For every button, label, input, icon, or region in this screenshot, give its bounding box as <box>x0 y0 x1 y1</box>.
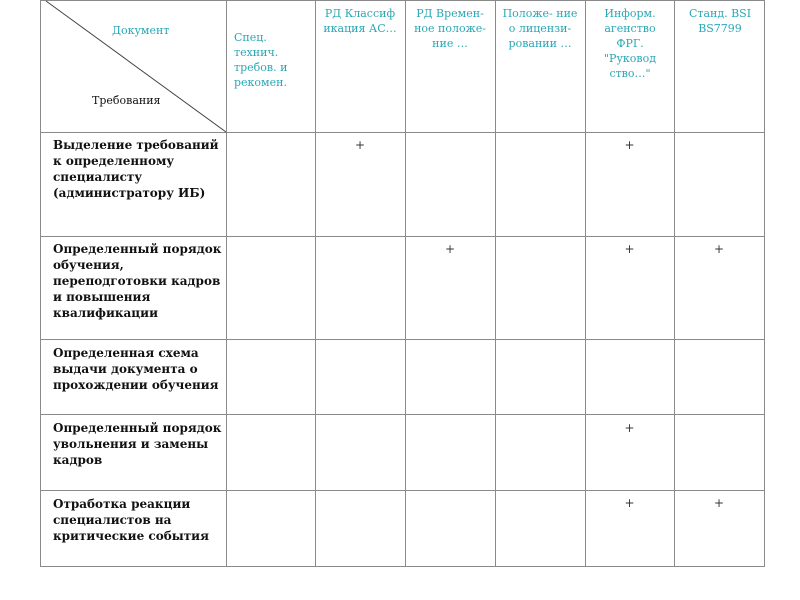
row-4-mark-frg-agency: + <box>624 422 635 435</box>
column-header-spec: Спец. технич. требов. и рекомен. <box>234 31 288 89</box>
row-label-dismissal-order: Определенный порядок увольнения и замены кадров <box>53 421 222 467</box>
row-label-critical-events: Отработка реакции специалистов на критические события <box>53 497 209 543</box>
grid-line <box>40 414 765 415</box>
column-header-bsi-standard: Станд. BSI BS7799 <box>688 7 752 35</box>
grid-line <box>405 0 406 567</box>
row-5-mark-frg-agency: + <box>624 497 635 510</box>
row-1-mark-frg-agency: + <box>624 139 635 152</box>
row-label-requirements-specialist: Выделение требований к определенному специалисту (администратору ИБ) <box>53 138 219 200</box>
corner-header-document: Документ <box>112 24 170 37</box>
row-2-mark-frg-agency: + <box>624 243 635 256</box>
row-label-document-scheme: Определенная схема выдачи документа о прохождении обучения <box>53 346 219 392</box>
grid-line <box>764 0 765 567</box>
grid-line <box>40 339 765 340</box>
grid-line <box>315 0 316 567</box>
row-5-mark-bsi-standard: + <box>713 497 725 510</box>
row-2-mark-rd-temporary: + <box>444 243 456 256</box>
grid-line <box>40 566 765 567</box>
row-2-mark-bsi-standard: + <box>713 243 725 256</box>
grid-line <box>40 236 765 237</box>
grid-line <box>674 0 675 567</box>
row-label-training-order: Определенный порядок обучения, переподготовки кадров и повышения квалификации <box>53 242 222 320</box>
column-header-rd-temporary: РД Времен- ное положе- ние … <box>414 7 486 50</box>
grid-line <box>40 490 765 491</box>
column-header-rd-classification: РД Классиф икация АС… <box>323 7 397 35</box>
requirements-matrix-table <box>40 0 765 567</box>
grid-line <box>585 0 586 567</box>
row-1-mark-rd-classification: + <box>354 139 366 152</box>
corner-header-requirements: Требования <box>92 94 161 107</box>
column-header-licensing: Положе- ние о лицензи- ровании … <box>502 7 578 50</box>
column-header-frg-agency: Информ. агенство ФРГ. "Руковод ство…" <box>603 7 657 80</box>
corner-diagonal-line <box>40 0 227 133</box>
grid-line <box>495 0 496 567</box>
